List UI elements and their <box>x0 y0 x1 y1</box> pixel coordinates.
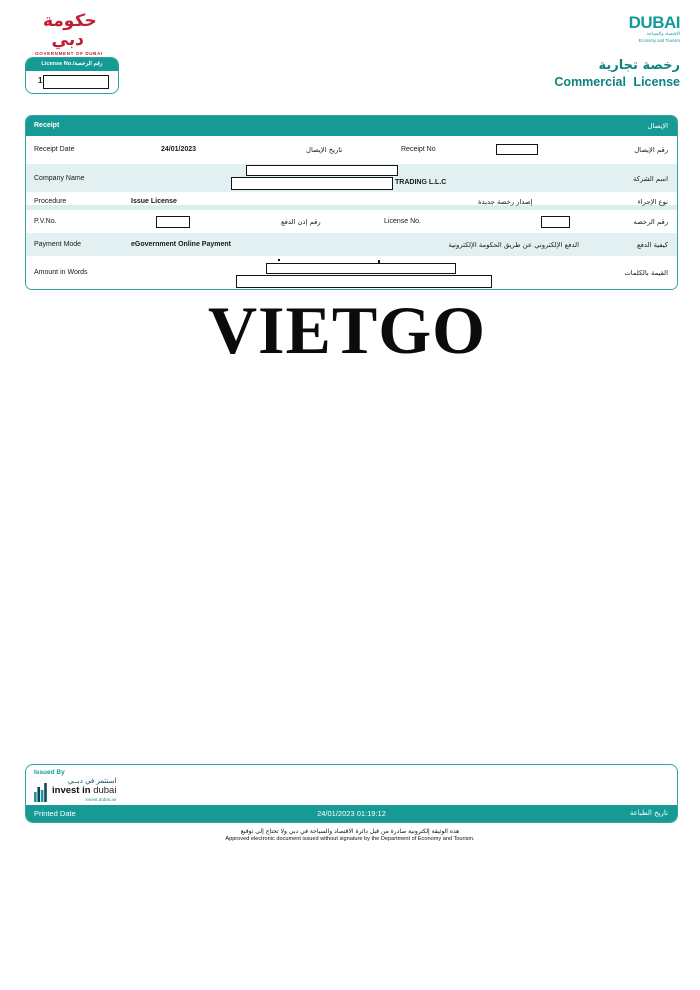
procedure-label: Procedure <box>34 198 67 205</box>
invest-in-dubai-building-icon <box>34 783 49 802</box>
footer-disclaimer-arabic: هذه الوثيقة إلكترونية صادرة من قبل دائرة الاقتصاد والسياحة في دبي ولا تحتاج إلى توقيع <box>240 828 460 835</box>
det-subtitle-english: Economy and Tourism <box>638 38 680 43</box>
amount-redaction-1 <box>266 263 456 274</box>
invest-in-dubai-text <box>52 778 116 802</box>
receipt-table <box>25 115 678 290</box>
det-subtitle-arabic: الاقتصاد والسياحة <box>646 32 680 37</box>
amount-in-words-label-ar: القيمة بالكلمات <box>624 269 668 277</box>
government-of-dubai-logo <box>24 12 114 56</box>
payment-mode-label-ar: كيفية الدفع <box>637 241 668 249</box>
printed-date-label-ar: تاريخ الطباعة <box>629 809 668 817</box>
gov-dubai-caption: GOVERNMENT OF DUBAI <box>35 51 103 57</box>
pv-no-label: P.V.No. <box>34 218 57 225</box>
printed-date-value: 24/01/2023 01:19:12 <box>317 809 386 818</box>
dubai-wordmark-icon: DUBAI <box>628 13 680 32</box>
issued-by-section <box>26 765 677 807</box>
company-name-redaction-2 <box>231 177 393 190</box>
issued-by-box <box>25 764 678 823</box>
issued-by-label: Issued By <box>34 769 65 776</box>
license-number-redaction <box>43 75 109 89</box>
company-name-label-ar: اسم الشركة <box>633 175 668 183</box>
company-name-row <box>26 164 677 192</box>
license-number-visible-digit: 1 <box>38 76 43 85</box>
receipt-no-label-ar: رقم الإيصال <box>634 146 668 154</box>
pv-no-redaction <box>156 216 190 228</box>
printed-date-label: Printed Date <box>34 809 76 818</box>
gov-dubai-calligraphy-icon: حكومة دبي <box>42 11 98 50</box>
amount-in-words-label: Amount in Words <box>34 269 88 276</box>
footer-disclaimer <box>0 828 700 843</box>
invest-in-dubai-name <box>52 786 116 796</box>
license-number-label: License No./رقم الرخصة <box>26 58 118 71</box>
printed-date-bar <box>26 805 677 822</box>
invest-in-dubai-logo <box>34 778 116 802</box>
company-name-redaction-1 <box>246 165 398 176</box>
vietgo-watermark: VIETGO <box>207 292 487 368</box>
footer-disclaimer-english: Approved electronic document issued without signature by the Department of Economy and Tourism. <box>225 835 475 842</box>
procedure-value: Issue License <box>131 198 177 205</box>
amount-in-words-row <box>26 256 677 289</box>
invest-dubai-url: invest.dubai.ae <box>85 797 117 803</box>
receipt-header-ar: الإيصال <box>647 122 668 130</box>
receipt-date-label: Receipt Date <box>34 146 75 153</box>
payment-mode-row <box>26 233 677 256</box>
receipt-no-label: Receipt No <box>401 146 436 153</box>
pv-no-row <box>26 210 677 233</box>
payment-mode-value: eGovernment Online Payment <box>131 241 231 248</box>
receipt-no-redaction <box>496 144 538 155</box>
payment-mode-label: Payment Mode <box>34 241 82 248</box>
invest-in-bold: invest in <box>52 784 91 796</box>
amount-redaction-2 <box>236 275 492 288</box>
company-name-label: Company Name <box>34 175 85 182</box>
redaction-diacritic-mark-1 <box>278 259 280 261</box>
procedure-label-ar: نوع الإجراء <box>637 198 668 206</box>
dubai-economy-tourism-logo <box>629 14 680 43</box>
document-title <box>554 58 680 89</box>
receipt-date-label-ar: تاريخ الإيصال <box>306 146 343 154</box>
license-no-row-label: License No. <box>384 218 421 225</box>
receipt-table-header <box>26 116 677 136</box>
payment-mode-value-ar: الدفع الإلكتروني عن طريق الحكومة الإلكترونية <box>448 241 579 249</box>
procedure-value-ar: إصدار رخصة جديدة <box>478 198 533 206</box>
license-number-value-area <box>26 71 118 92</box>
dubai-light: dubai <box>93 784 117 796</box>
license-number-box <box>25 57 119 94</box>
title-arabic: رخصة تجارية <box>598 58 680 73</box>
receipt-header-en: Receipt <box>34 122 60 129</box>
license-no-row-label-ar: رقم الرخصه <box>633 218 668 226</box>
license-no-redaction <box>541 216 570 228</box>
title-english: Commercial License <box>554 74 680 89</box>
procedure-row <box>26 192 677 210</box>
receipt-date-row <box>26 136 677 164</box>
pv-no-label-ar: رقم إذن الدفع <box>281 218 321 226</box>
receipt-date-value: 24/01/2023 <box>161 146 197 153</box>
invest-in-dubai-arabic: استثمر في دبــي <box>67 777 117 785</box>
company-name-visible-suffix: TRADING L.L.C <box>395 179 447 186</box>
